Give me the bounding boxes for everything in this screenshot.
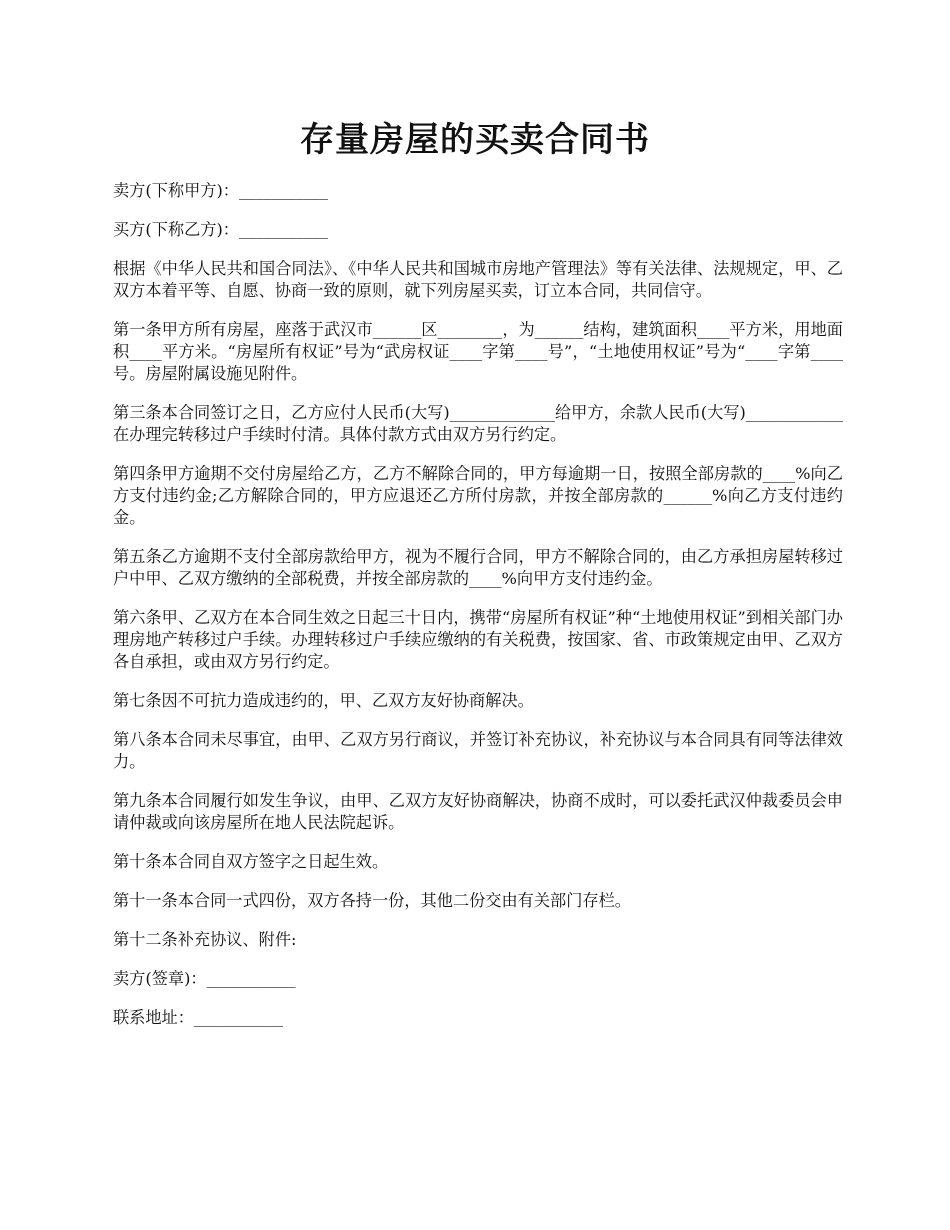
buyer-line: 买方(下称乙方)：___________ [113,220,328,239]
article-8-paragraph: 第八条本合同未尽事宜，由甲、乙双方另行商议，并签订补充协议，补充协议与本合同具有同等法律效力。 [113,730,843,771]
article-7-paragraph: 第七条因不可抗力造成违约的，甲、乙双方友好协商解决。 [113,691,534,710]
seller-line: 卖方(下称甲方)：___________ [113,181,328,200]
article-11-paragraph: 第十一条本合同一式四份，双方各持一份，其他二份交由有关部门存栏。 [113,891,631,910]
seller-signature-line: 卖方(签章)：___________ [113,969,296,988]
article-6-paragraph: 第六条甲、乙双方在本合同生效之日起三十日内，携带“房屋所有权证”种“土地使用权证”到相关部门办理房地产转移过户手续。办理转移过户手续应缴纳的有关税费，按国家、省、市政策规定由甲、乙双方各自承担，或由双方另行约定。 [113,608,843,671]
document-body [113,180,843,1046]
preamble-paragraph: 根据《中华人民共和国合同法》、《中华人民共和国城市房地产管理法》等有关法律、法规规定，甲、乙双方本着平等、自愿、协商一致的原则，就下列房屋买卖，订立本合同，共同信守。 [113,259,843,300]
article-3-paragraph: 第三条本合同签订之日，乙方应付人民币(大写)_____________给甲方，余款人民币(大写)____________在办理完转移过户手续时付清。具体付款方式由双方另行约定。 [113,403,843,444]
article-10-paragraph: 第十条本合同自双方签字之日起生效。 [113,852,389,871]
article-4-paragraph: 第四条甲方逾期不交付房屋给乙方，乙方不解除合同的，甲方每逾期一日，按照全部房款的____%向乙方支付违约金;乙方解除合同的，甲方应退还乙方所付房款，并按全部房款的______%向乙方支付违约金。 [113,464,843,527]
article-12-paragraph: 第十二条补充协议、附件: [113,930,297,949]
article-9-paragraph: 第九条本合同履行如发生争议，由甲、乙双方友好协商解决，协商不成时，可以委托武汉仲裁委员会申请仲裁或向该房屋所在地人民法院起诉。 [113,791,843,832]
contact-address-line: 联系地址：___________ [113,1008,283,1027]
document-title: 存量房屋的买卖合同书 [300,120,650,160]
article-5-paragraph: 第五条乙方逾期不支付全部房款给甲方，视为不履行合同，甲方不解除合同的，由乙方承担房屋转移过户中甲、乙双方缴纳的全部税费，并按全部房款的____%向甲方支付违约金。 [113,547,843,588]
article-1-paragraph: 第一条甲方所有房屋，座落于武汉市______区________，为______结构，建筑面积____平方米，用地面积____平方米。“房屋所有权证”号为“武房权证____字第____号”，“土地使用权证”号为“____字第____号。房屋附属设施见附件。 [113,320,843,383]
